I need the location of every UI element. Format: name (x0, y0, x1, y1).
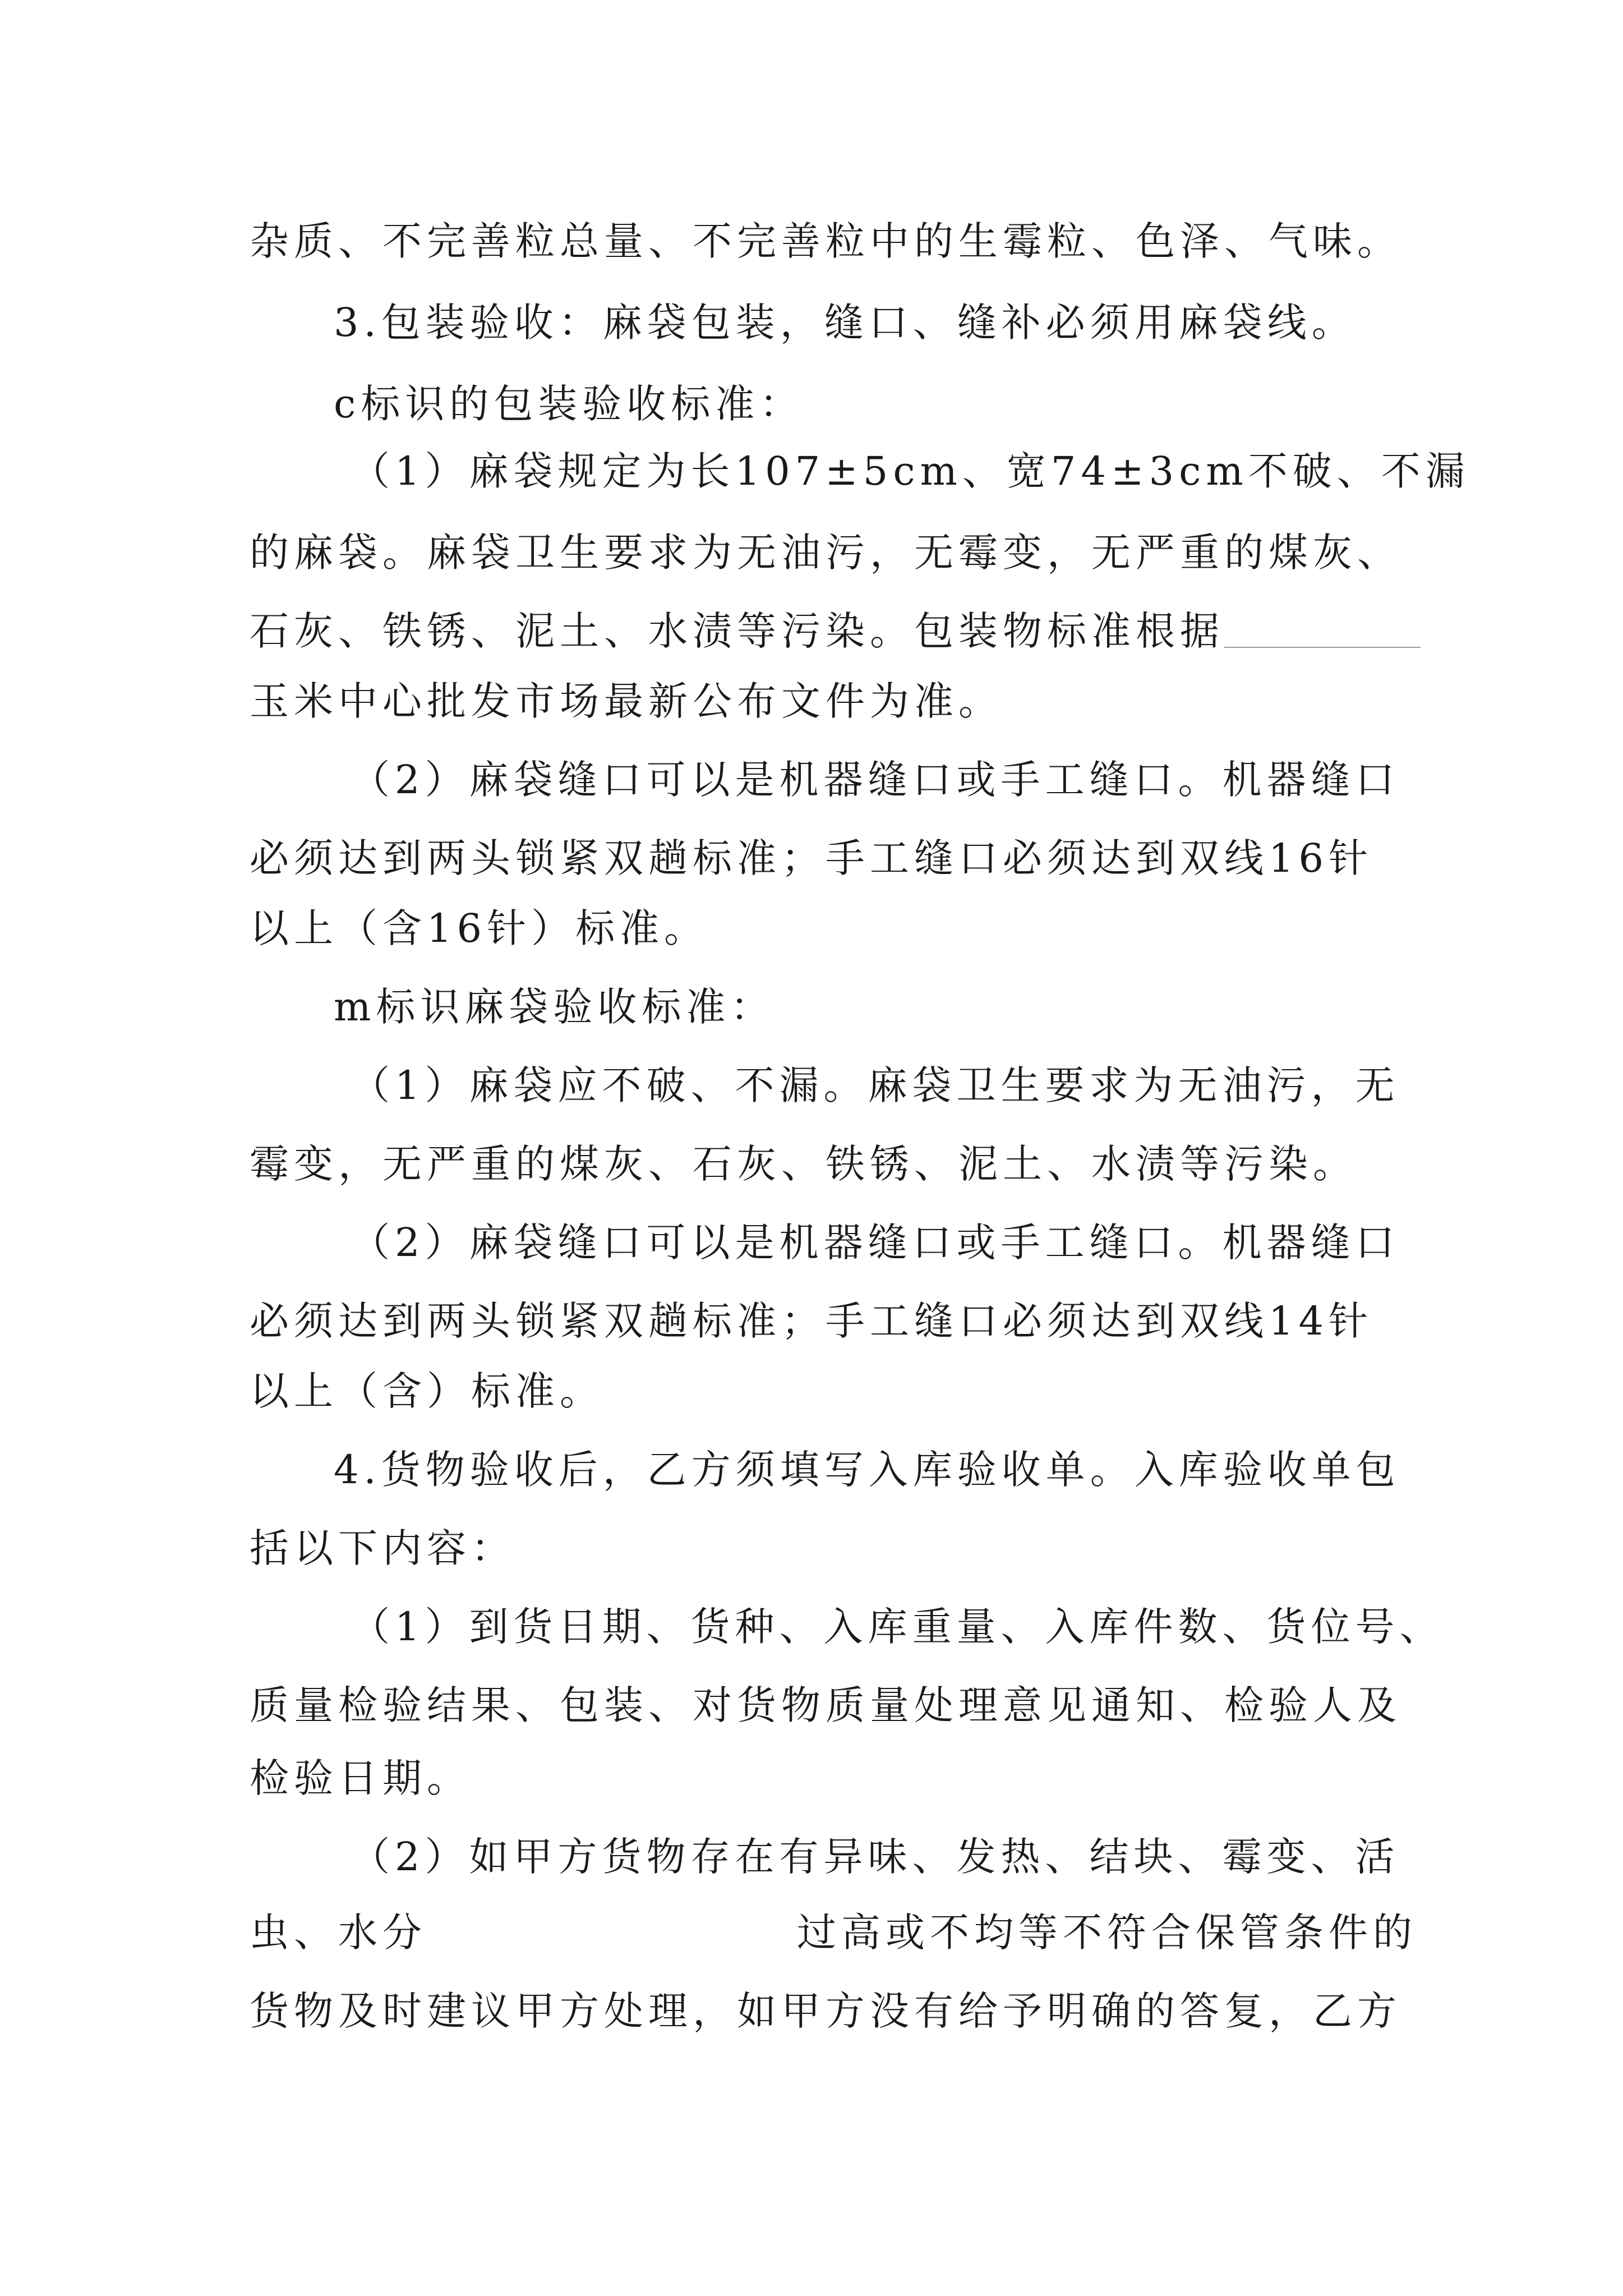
text-line: （2）如甲方货物存在有异味、发热、结块、霉变、活 (351, 1834, 1400, 1880)
text-line: 必须达到两头锁紧双趟标准；手工缝口必须达到双线16针 (250, 835, 1373, 881)
text-line: 的麻袋。麻袋卫生要求为无油污，无霉变，无严重的煤灰、 (250, 530, 1401, 576)
text-segment: 过高或不均等不符合保管条件的 (797, 1910, 1417, 1955)
fill-in-blank (1224, 611, 1421, 648)
text-line (250, 609, 1421, 654)
text-line: m标识麻袋验收标准： (334, 984, 775, 1030)
text-line: 检验日期。 (250, 1755, 471, 1801)
text-line: 玉米中心批发市场最新公布文件为准。 (250, 678, 1003, 724)
text-line: （2）麻袋缝口可以是机器缝口或手工缝口。机器缝口 (351, 1220, 1400, 1266)
text-line: 质量检验结果、包装、对货物质量处理意见通知、检验人及 (250, 1682, 1401, 1728)
text-line: 3.包装验收：麻袋包装，缝口、缝补必须用麻袋线。 (334, 300, 1356, 346)
text-segment: 石灰、铁锈、泥土、水渍等污染。包装物标准根据 (250, 608, 1224, 654)
text-line: （1）麻袋应不破、不漏。麻袋卫生要求为无油污，无 (351, 1062, 1400, 1108)
text-line: （1）麻袋规定为长107±5cm、宽74±3cm不破、不漏 (351, 448, 1470, 494)
text-line: 括以下内容： (250, 1525, 515, 1571)
text-line: 以上（含16针）标准。 (250, 905, 709, 951)
text-line: 4.货物验收后，乙方须填写入库验收单。入库验收单包 (334, 1447, 1400, 1493)
text-line: （2）麻袋缝口可以是机器缝口或手工缝口。机器缝口 (351, 757, 1400, 803)
text-segment: 虫、水分 (250, 1910, 427, 1955)
text-line: c标识的包装验收标准： (334, 381, 804, 427)
text-line: 货物及时建议甲方处理，如甲方没有给予明确的答复，乙方 (250, 1988, 1401, 2034)
text-line: 霉变，无严重的煤灰、石灰、铁锈、泥土、水渍等污染。 (250, 1141, 1357, 1187)
text-line: 杂质、不完善粒总量、不完善粒中的生霉粒、色泽、气味。 (250, 218, 1401, 264)
text-line: 必须达到两头锁紧双趟标准；手工缝口必须达到双线14针 (250, 1298, 1373, 1344)
text-line: 以上（含）标准。 (250, 1368, 604, 1414)
text-line: （1）到货日期、货种、入库重量、入库件数、货位号、 (351, 1604, 1444, 1650)
text-line (250, 1910, 1417, 1955)
